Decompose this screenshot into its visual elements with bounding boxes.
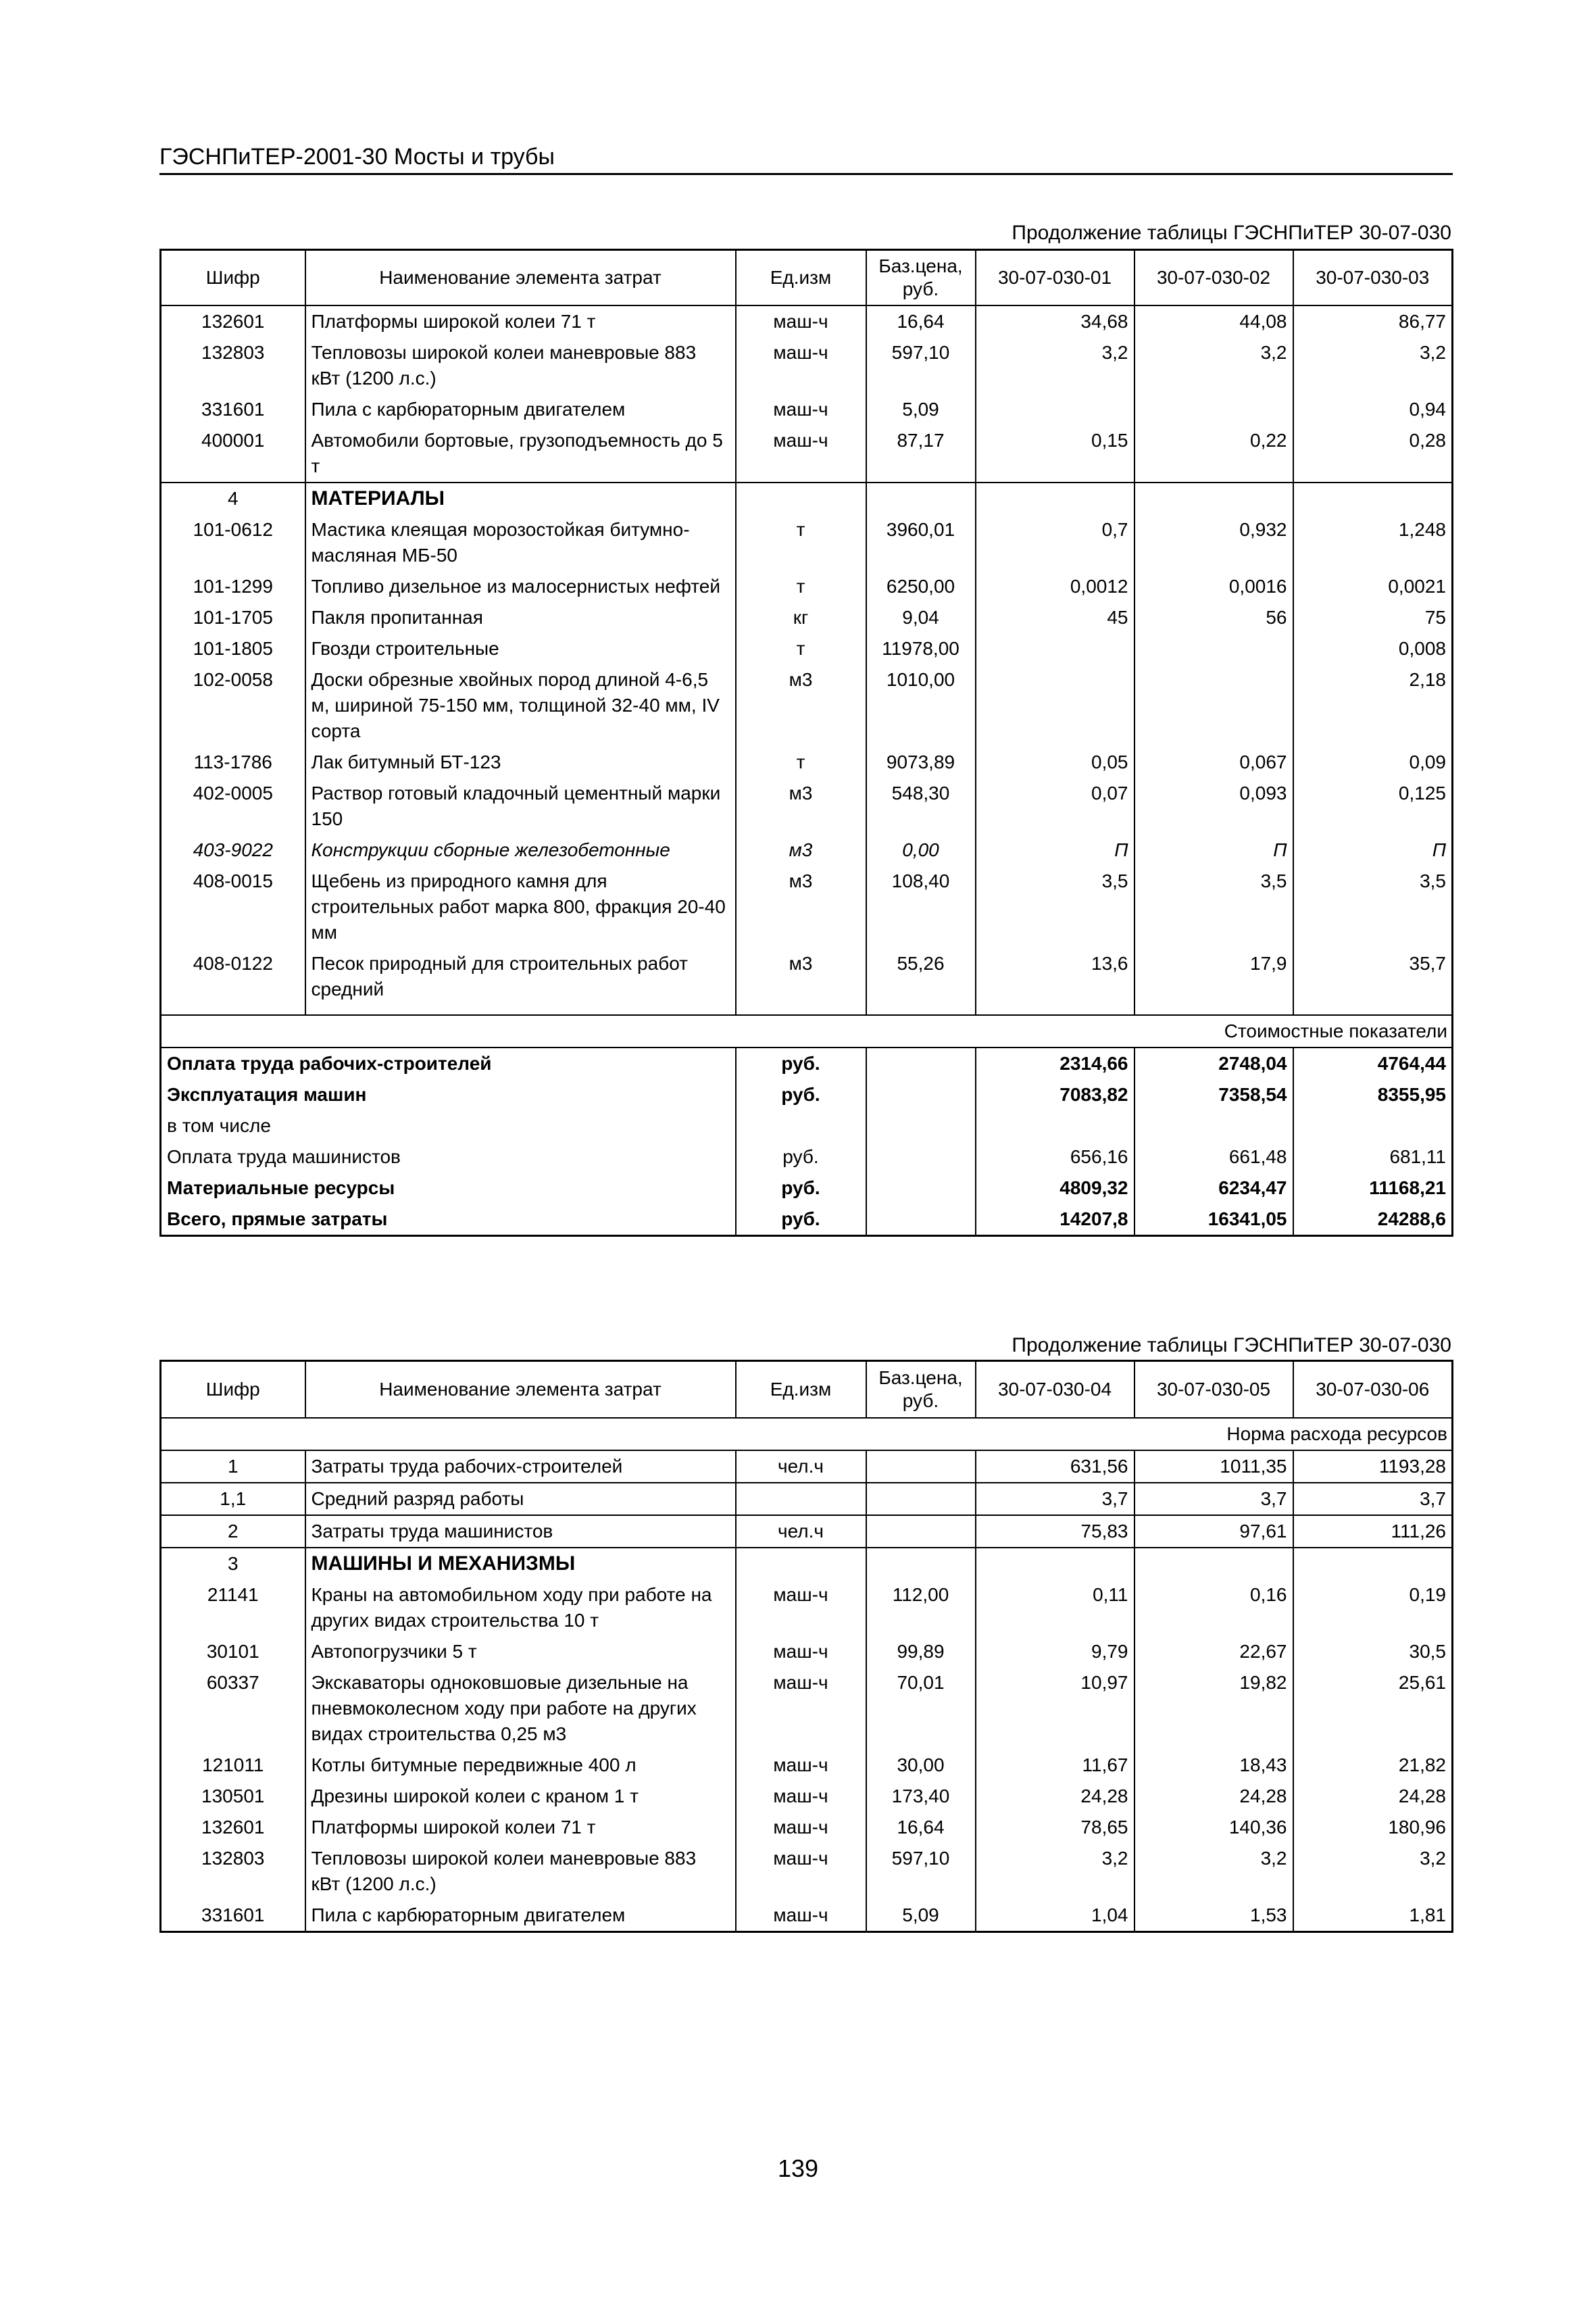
cell-unit: т [736,514,866,571]
table-row [161,747,1453,778]
summary-unit: руб. [736,1141,866,1173]
cell-value-2 [1134,664,1293,747]
table-row [161,1781,1453,1812]
cell-value-1 [976,394,1134,425]
header-col2: 30-07-030-02 [1134,250,1293,306]
summary-name: в том числе [161,1110,736,1141]
cell-value-1: 1,04 [976,1900,1134,1932]
cell-value-3: 0,28 [1293,425,1453,483]
cell-price: 597,10 [866,337,976,394]
cell-unit: т [736,747,866,778]
cell-code: 1,1 [161,1483,305,1515]
table-row [161,394,1453,425]
cell-code: 1 [161,1450,305,1483]
cell-value-3: 111,26 [1293,1515,1453,1548]
cell-name: Затраты труда машинистов [305,1515,736,1548]
header-code: Шифр [161,1361,305,1419]
cell-code: 408-0122 [161,948,305,1005]
summary-value-2: 6234,47 [1134,1173,1293,1204]
header-col1: 30-07-030-01 [976,250,1134,306]
cell-name: Автопогрузчики 5 т [305,1636,736,1667]
cell-price: 108,40 [866,866,976,948]
cell-value-2: 22,67 [1134,1636,1293,1667]
table-row [161,602,1453,633]
summary-value-1: 656,16 [976,1141,1134,1173]
table-row [161,514,1453,571]
cell-name: Щебень из природного камня для строительных работ марка 800, фракция 20-40 мм [305,866,736,948]
cell-value-3: П [1293,835,1453,866]
cell-code: 2 [161,1515,305,1548]
cell-code: 21141 [161,1579,305,1636]
cell-price: 173,40 [866,1781,976,1812]
cell-price: 9,04 [866,602,976,633]
summary-value-1: 14207,8 [976,1204,1134,1236]
cell-value-3: 3,2 [1293,337,1453,394]
cell-value-1: 0,7 [976,514,1134,571]
table-row [161,337,1453,394]
cell-unit: м3 [736,778,866,835]
summary-row [161,1048,1453,1079]
cell-unit: маш-ч [736,1750,866,1781]
cell-name: Доски обрезные хвойных пород длиной 4-6,5 м, шириной 75-150 мм, толщиной 32-40 мм, IV сорта [305,664,736,747]
cell-code: 400001 [161,425,305,483]
cell-name: Пила с карбюраторным двигателем [305,1900,736,1932]
cell-value-1: 34,68 [976,305,1134,337]
cell-price: 548,30 [866,778,976,835]
cell-value-1: 3,2 [976,337,1134,394]
cell-code: 30101 [161,1636,305,1667]
table-row [161,305,1453,337]
header-price: Баз.цена, руб. [866,1361,976,1419]
cell-value-3: 180,96 [1293,1812,1453,1843]
cell-price: 5,09 [866,394,976,425]
table2 [159,1360,1453,1933]
cell-value-2: 0,932 [1134,514,1293,571]
cell-name: Платформы широкой колеи 71 т [305,305,736,337]
band-label: Стоимостные показатели [161,1015,1453,1048]
cell-unit: маш-ч [736,394,866,425]
cell-value-1: 75,83 [976,1515,1134,1548]
cell-price: 30,00 [866,1750,976,1781]
cell-value-3: 0,94 [1293,394,1453,425]
cell-price [866,1483,976,1515]
cell-value-2: 0,22 [1134,425,1293,483]
cell-value-2: 3,5 [1134,866,1293,948]
cell-name: Пила с карбюраторным двигателем [305,394,736,425]
cell-price: 70,01 [866,1667,976,1750]
cell-price: 99,89 [866,1636,976,1667]
cell-price: 6250,00 [866,571,976,602]
band-row [161,1015,1453,1048]
section-row [161,483,1453,514]
table2-body-machines [161,1579,1453,1932]
table1-header-row [161,250,1453,306]
table-row [161,866,1453,948]
cell-value-3: 1,81 [1293,1900,1453,1932]
cell-value-3: 0,19 [1293,1579,1453,1636]
cell-code: 408-0015 [161,866,305,948]
cell-value-3: 0,0021 [1293,571,1453,602]
cell-value-1: 0,15 [976,425,1134,483]
cell-name: Пакля пропитанная [305,602,736,633]
summary-value-3: 11168,21 [1293,1173,1453,1204]
summary-unit [736,1110,866,1141]
cell-price: 55,26 [866,948,976,1005]
cell-code: 102-0058 [161,664,305,747]
cell-unit [736,1483,866,1515]
summary-value-3: 8355,95 [1293,1079,1453,1110]
table2-header-row [161,1361,1453,1419]
cell-name: Гвозди строительные [305,633,736,664]
cell-code: 101-0612 [161,514,305,571]
summary-value-2: 2748,04 [1134,1048,1293,1079]
cell-value-3: 24,28 [1293,1781,1453,1812]
header-col1: 30-07-030-04 [976,1361,1134,1419]
cell-value-1 [976,633,1134,664]
cell-unit: маш-ч [736,1843,866,1900]
cell-value-1: 0,07 [976,778,1134,835]
cell-price: 5,09 [866,1900,976,1932]
table1-band [161,1005,1453,1048]
table-row [161,1667,1453,1750]
cell-unit: чел.ч [736,1450,866,1483]
summary-value-2 [1134,1110,1293,1141]
table-row [161,1450,1453,1483]
cell-value-3: 86,77 [1293,305,1453,337]
cell-unit: маш-ч [736,305,866,337]
table2-band [161,1418,1453,1450]
cell-name: Платформы широкой колеи 71 т [305,1812,736,1843]
cell-value-2: 3,2 [1134,1843,1293,1900]
header-unit: Ед.изм [736,250,866,306]
header-col3: 30-07-030-03 [1293,250,1453,306]
cell-value-2: 44,08 [1134,305,1293,337]
summary-row [161,1204,1453,1236]
section-code: 3 [161,1548,305,1579]
cell-price: 9073,89 [866,747,976,778]
table1 [159,249,1453,1237]
cell-value-2: 24,28 [1134,1781,1293,1812]
table1-section [161,483,1453,514]
cell-price [866,1450,976,1483]
summary-value-1: 2314,66 [976,1048,1134,1079]
cell-code: 60337 [161,1667,305,1750]
cell-value-2: 140,36 [1134,1812,1293,1843]
table1-body-machines [161,305,1453,483]
section-name: МАТЕРИАЛЫ [305,483,736,514]
cell-value-2 [1134,633,1293,664]
cell-unit: т [736,633,866,664]
cell-code: 101-1299 [161,571,305,602]
summary-unit: руб. [736,1079,866,1110]
cell-unit: маш-ч [736,425,866,483]
cell-price [866,1515,976,1548]
table-row [161,1579,1453,1636]
summary-row [161,1173,1453,1204]
cell-value-1: 0,0012 [976,571,1134,602]
cell-code: 331601 [161,1900,305,1932]
cell-price: 87,17 [866,425,976,483]
cell-code: 121011 [161,1750,305,1781]
cell-name: Песок природный для строительных работ средний [305,948,736,1005]
cell-code: 130501 [161,1781,305,1812]
summary-row [161,1079,1453,1110]
cell-name: Средний разряд работы [305,1483,736,1515]
cell-value-2: 97,61 [1134,1515,1293,1548]
cell-code: 132803 [161,337,305,394]
cell-value-1: 24,28 [976,1781,1134,1812]
cell-value-1: 0,05 [976,747,1134,778]
cell-value-2: 1,53 [1134,1900,1293,1932]
table-row [161,1812,1453,1843]
header-unit: Ед.изм [736,1361,866,1419]
cell-price: 597,10 [866,1843,976,1900]
cell-value-2: 19,82 [1134,1667,1293,1750]
cell-value-3: 1193,28 [1293,1450,1453,1483]
band-label: Норма расхода ресурсов [161,1418,1453,1450]
cell-name: Лак битумный БТ-123 [305,747,736,778]
cell-value-1: 3,7 [976,1483,1134,1515]
summary-value-3: 681,11 [1293,1141,1453,1173]
cell-value-2: 0,0016 [1134,571,1293,602]
cell-value-3: 25,61 [1293,1667,1453,1750]
cell-name: Автомобили бортовые, грузоподъемность до 5 т [305,425,736,483]
cell-unit: маш-ч [736,1781,866,1812]
cell-code: 132601 [161,1812,305,1843]
cell-unit: маш-ч [736,337,866,394]
header-price: Баз.цена, руб. [866,250,976,306]
section-name: МАШИНЫ И МЕХАНИЗМЫ [305,1548,736,1579]
table-row [161,1900,1453,1932]
section-row [161,1548,1453,1579]
cell-name: Мастика клеящая морозостойкая битумно-масляная МБ-50 [305,514,736,571]
table-row [161,425,1453,483]
cell-value-2: 3,2 [1134,337,1293,394]
cell-unit: м3 [736,948,866,1005]
cell-value-3: 2,18 [1293,664,1453,747]
cell-value-2: 18,43 [1134,1750,1293,1781]
cell-value-2 [1134,394,1293,425]
summary-unit: руб. [736,1048,866,1079]
cell-value-1: П [976,835,1134,866]
cell-price: 1010,00 [866,664,976,747]
cell-price: 3960,01 [866,514,976,571]
table-row [161,1515,1453,1548]
page-number: 139 [777,2155,819,2182]
cell-code: 132601 [161,305,305,337]
cell-price: 16,64 [866,1812,976,1843]
cell-unit: т [736,571,866,602]
cell-value-2: 56 [1134,602,1293,633]
table-row [161,1843,1453,1900]
table-row [161,835,1453,866]
cell-name: Котлы битумные передвижные 400 л [305,1750,736,1781]
cell-value-1: 45 [976,602,1134,633]
summary-value-2: 16341,05 [1134,1204,1293,1236]
table1-caption: Продолжение таблицы ГЭСНПиТЕР 30-07-030 [1012,222,1451,244]
cell-unit: м3 [736,664,866,747]
cell-value-3: 0,008 [1293,633,1453,664]
table-row [161,1636,1453,1667]
cell-name: Конструкции сборные железобетонные [305,835,736,866]
cell-value-2: 3,7 [1134,1483,1293,1515]
cell-code: 101-1805 [161,633,305,664]
cell-unit: чел.ч [736,1515,866,1548]
table-row [161,1750,1453,1781]
summary-name: Всего, прямые затраты [161,1204,736,1236]
cell-code: 132803 [161,1843,305,1900]
summary-name: Оплата труда рабочих-строителей [161,1048,736,1079]
cell-value-1: 3,5 [976,866,1134,948]
cell-price: 11978,00 [866,633,976,664]
header-col2: 30-07-030-05 [1134,1361,1293,1419]
cell-unit: маш-ч [736,1579,866,1636]
table-row [161,948,1453,1005]
cell-value-2: 0,093 [1134,778,1293,835]
cell-code: 331601 [161,394,305,425]
summary-value-3: 24288,6 [1293,1204,1453,1236]
cell-value-1 [976,664,1134,747]
cell-price: 112,00 [866,1579,976,1636]
cell-code: 113-1786 [161,747,305,778]
cell-name: Дрезины широкой колеи с краном 1 т [305,1781,736,1812]
table-row [161,571,1453,602]
cell-price: 16,64 [866,305,976,337]
cell-value-3: 0,125 [1293,778,1453,835]
summary-value-1: 4809,32 [976,1173,1134,1204]
cell-unit: маш-ч [736,1667,866,1750]
table-row [161,1483,1453,1515]
summary-unit: руб. [736,1204,866,1236]
cell-name: Тепловозы широкой колеи маневровые 883 кВт (1200 л.с.) [305,337,736,394]
cell-code: 403-9022 [161,835,305,866]
cell-value-3: 75 [1293,602,1453,633]
summary-name: Материальные ресурсы [161,1173,736,1204]
cell-name: Раствор готовый кладочный цементный марки 150 [305,778,736,835]
band-row [161,1418,1453,1450]
table1-summary [161,1048,1453,1236]
header-name: Наименование элемента затрат [305,250,736,306]
cell-value-1: 9,79 [976,1636,1134,1667]
table-row [161,633,1453,664]
cell-value-1: 78,65 [976,1812,1134,1843]
cell-value-3: 35,7 [1293,948,1453,1005]
header-code: Шифр [161,250,305,306]
cell-name: Затраты труда рабочих-строителей [305,1450,736,1483]
cell-value-2: 0,16 [1134,1579,1293,1636]
table2-caption: Продолжение таблицы ГЭСНПиТЕР 30-07-030 [1012,1334,1451,1356]
cell-unit: м3 [736,835,866,866]
section-code: 4 [161,483,305,514]
table2-body-labor [161,1450,1453,1548]
cell-value-3: 30,5 [1293,1636,1453,1667]
cell-value-1: 0,11 [976,1579,1134,1636]
cell-value-1: 3,2 [976,1843,1134,1900]
header-name: Наименование элемента затрат [305,1361,736,1419]
table-row [161,778,1453,835]
summary-row [161,1141,1453,1173]
cell-price: 0,00 [866,835,976,866]
cell-unit: м3 [736,866,866,948]
cell-value-2: 0,067 [1134,747,1293,778]
summary-name: Оплата труда машинистов [161,1141,736,1173]
summary-value-1: 7083,82 [976,1079,1134,1110]
cell-code: 101-1705 [161,602,305,633]
cell-value-2: 1011,35 [1134,1450,1293,1483]
cell-name: Экскаваторы одноковшовые дизельные на пневмоколесном ходу при работе на других видах строительства 0,25 м3 [305,1667,736,1750]
cell-unit: маш-ч [736,1812,866,1843]
cell-value-3: 0,09 [1293,747,1453,778]
cell-value-1: 631,56 [976,1450,1134,1483]
summary-unit: руб. [736,1173,866,1204]
cell-value-1: 10,97 [976,1667,1134,1750]
cell-value-3: 21,82 [1293,1750,1453,1781]
header-col3: 30-07-030-06 [1293,1361,1453,1419]
cell-unit: кг [736,602,866,633]
summary-value-2: 7358,54 [1134,1079,1293,1110]
summary-value-3 [1293,1110,1453,1141]
cell-value-2: 17,9 [1134,948,1293,1005]
cell-value-3: 3,5 [1293,866,1453,948]
cell-value-3: 3,2 [1293,1843,1453,1900]
summary-row [161,1110,1453,1141]
cell-name: Тепловозы широкой колеи маневровые 883 кВт (1200 л.с.) [305,1843,736,1900]
table-row [161,664,1453,747]
table2-section [161,1548,1453,1579]
cell-code: 402-0005 [161,778,305,835]
cell-value-1: 11,67 [976,1750,1134,1781]
cell-value-1: 13,6 [976,948,1134,1005]
cell-value-3: 1,248 [1293,514,1453,571]
cell-unit: маш-ч [736,1900,866,1932]
summary-value-2: 661,48 [1134,1141,1293,1173]
running-head: ГЭСНПиТЕР-2001-30 Мосты и трубы [159,143,1453,175]
summary-value-3: 4764,44 [1293,1048,1453,1079]
cell-unit: маш-ч [736,1636,866,1667]
cell-value-2: П [1134,835,1293,866]
cell-name: Топливо дизельное из малосернистых нефтей [305,571,736,602]
summary-value-1 [976,1110,1134,1141]
summary-name: Эксплуатация машин [161,1079,736,1110]
cell-name: Краны на автомобильном ходу при работе на других видах строительства 10 т [305,1579,736,1636]
cell-value-3: 3,7 [1293,1483,1453,1515]
table1-body-materials [161,514,1453,1005]
